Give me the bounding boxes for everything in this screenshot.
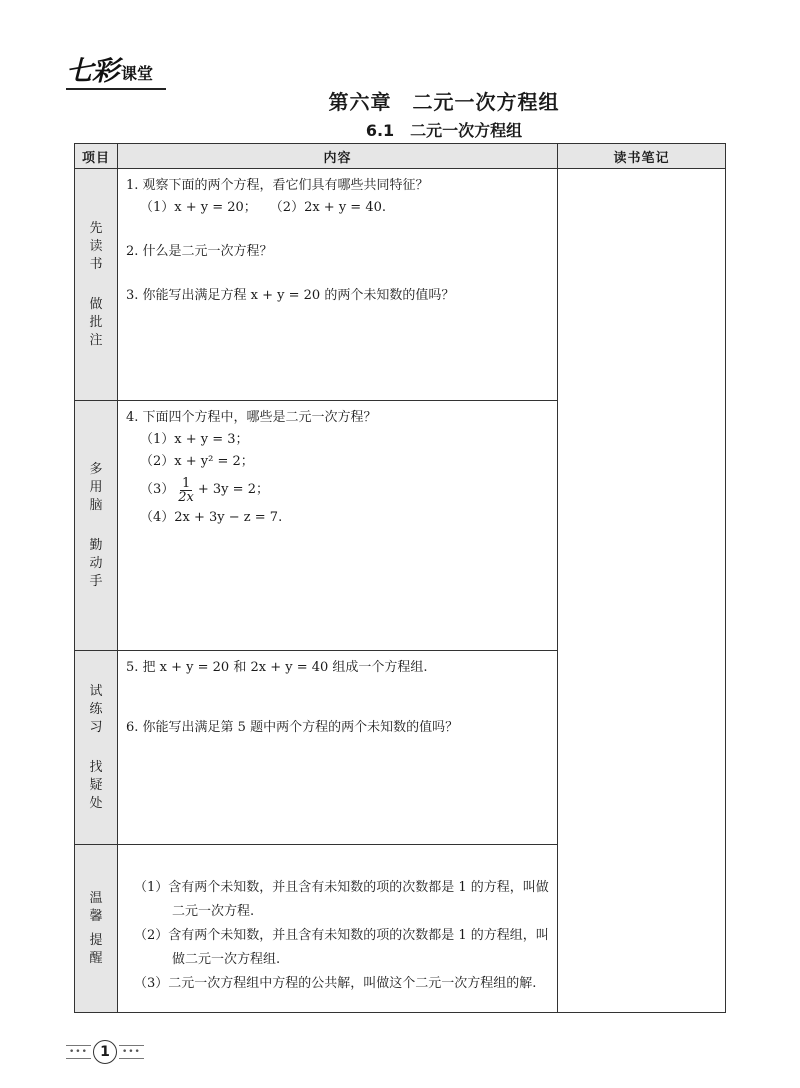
question-5: 5. 把 x + y = 20 和 2x + y = 40 组成一个方程组. (126, 660, 428, 675)
equation-option-2: （2）x + y² = 2； (140, 454, 254, 469)
study-table (74, 143, 726, 1013)
brand-main-text: 七彩 (66, 56, 118, 87)
question-4: 4. 下面四个方程中，哪些是二元一次方程？ (126, 410, 377, 425)
tip-2: （2）含有两个未知数，并且含有未知数的项的次数都是 1 的方程组，叫做二元一次方程组. (134, 927, 549, 967)
row-content-read (118, 169, 558, 401)
chapter-title: 第六章 二元一次方程组 (328, 90, 560, 114)
table-header-row (75, 144, 726, 169)
reading-notes-area[interactable] (558, 169, 726, 1013)
row-label-think: 多 用 脑 勤 动 手 (75, 401, 118, 651)
fraction: $\frac{1}{2x}$ (178, 475, 194, 505)
section-title: 6.1 二元一次方程组 (365, 121, 523, 140)
header-notes: 读书笔记 (558, 144, 726, 169)
equation-option-4: （4）2x + 3y − z = 7. (140, 510, 283, 525)
header-item: 项目 (75, 144, 118, 169)
row-label-tips: 温 馨 提 醒 (75, 845, 118, 1013)
question-2: 2. 什么是二元一次方程？ (126, 244, 273, 259)
equation-option-1: （1）x + y = 3； (140, 432, 249, 447)
row-content-tips (118, 845, 558, 1013)
equation-option-3: （3） $\frac{1}{2x}$ + 3y = 2； (140, 475, 269, 505)
question-1-equations: （1）x + y = 20； （2）2x + y = 40. (140, 200, 387, 215)
header-content: 内容 (118, 144, 558, 169)
footer-ornament-right: ••• (119, 1045, 144, 1059)
brand-logo (66, 50, 153, 88)
question-3: 3. 你能写出满足方程 x + y = 20 的两个未知数的值吗？ (126, 288, 455, 303)
brand-sub-text: 课堂 (121, 64, 154, 83)
question-1: 1. 观察下面的两个方程，看它们具有哪些共同特征？ (126, 178, 429, 193)
page-number: 1 (93, 1040, 117, 1064)
row-label-practice: 试 练 习 找 疑 处 (75, 651, 118, 845)
page-footer (66, 1040, 144, 1064)
tip-3: （3）二元一次方程组中方程的公共解，叫做这个二元一次方程组的解. (134, 975, 537, 991)
row-label-read: 先 读 书 做 批 注 (75, 169, 118, 401)
table-row (75, 169, 726, 401)
question-6: 6. 你能写出满足第 5 题中两个方程的两个未知数的值吗？ (126, 720, 459, 735)
row-content-think (118, 401, 558, 651)
tip-1: （1）含有两个未知数，并且含有未知数的项的次数都是 1 的方程，叫做二元一次方程. (134, 879, 549, 919)
footer-ornament-left: ••• (66, 1045, 91, 1059)
row-content-practice (118, 651, 558, 845)
